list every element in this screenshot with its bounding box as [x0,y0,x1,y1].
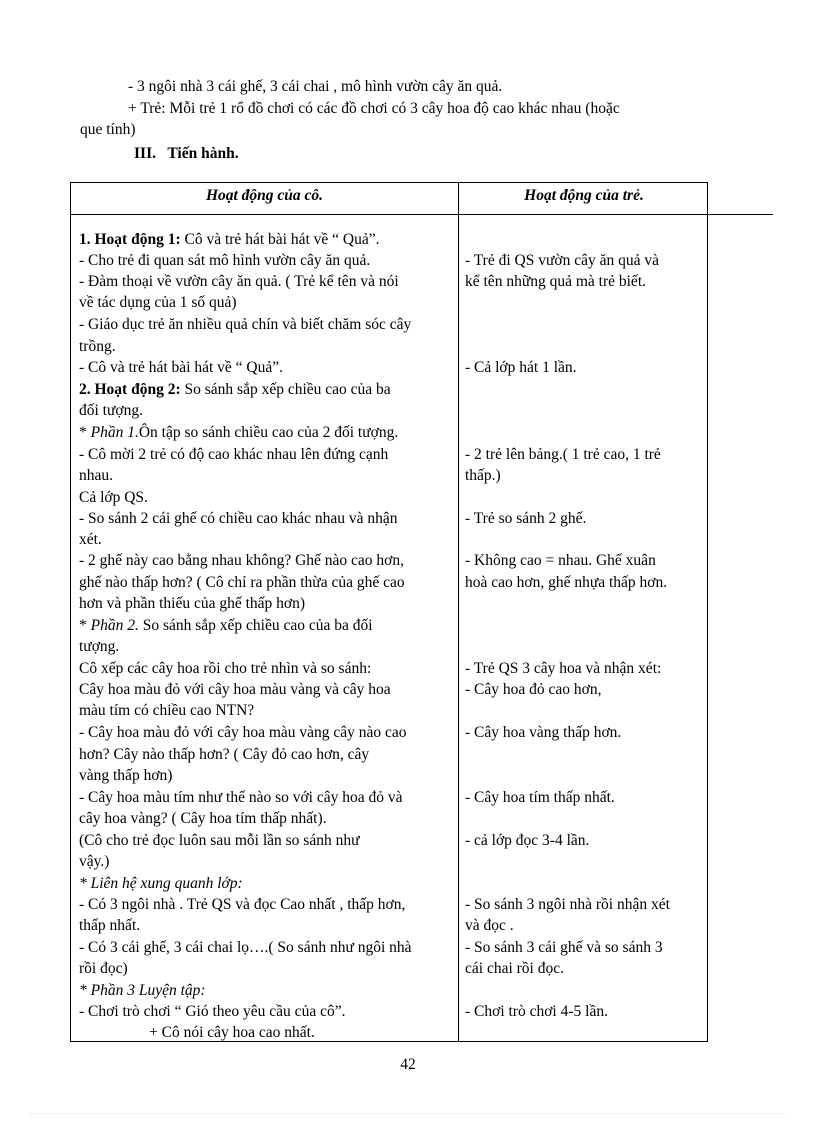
teacher-line: hơn và phần thiếu của ghế thấp hơn) [79,595,306,612]
teacher-line: đối tượng. [79,402,143,419]
intro-line-3: que tính) [80,121,136,138]
teacher-line: ghế nào thấp hơn? ( Cô chỉ ra phần thừa của ghế cao [79,574,405,591]
child-line: - Cây hoa tím thấp nhất. [465,789,615,806]
activity-table [70,182,708,1042]
child-line: - Trẻ so sánh 2 ghế. [465,510,587,527]
child-line: - Chơi trò chơi 4-5 lần. [465,1003,608,1020]
column-divider [458,183,459,1041]
teacher-line: Cô xếp các cây hoa rồi cho trẻ nhìn và so sánh: [79,660,372,677]
child-line: - So sánh 3 cái ghế và so sánh 3 [465,939,663,956]
child-line: - Không cao = nhau. Ghế xuân [465,552,656,569]
part-1-line [79,422,398,443]
teacher-line: - Cây hoa màu tím như thế nào so với cây hoa đỏ và [79,789,403,806]
teacher-line: tượng. [79,638,120,655]
teacher-line: vàng thấp hơn) [79,767,173,784]
intro-line-1: - 3 ngôi nhà 3 cái ghế, 3 cái chai , mô hình vườn cây ăn quả. [128,78,503,95]
child-line: - So sánh 3 ngôi nhà rồi nhận xét [465,896,670,913]
teacher-line: - 2 ghế này cao bằng nhau không? Ghế nào cao hơn, [79,552,404,569]
activity-1-text: Cô và trẻ hát bài hát về “ Quả”. [180,231,380,248]
part-2-label: Phần 2. [90,617,139,634]
bullet: * [79,424,91,441]
child-line: hoà cao hơn, ghế nhựa thấp hơn. [465,574,668,591]
activity-2-text: So sánh sắp xếp chiều cao của ba [180,381,391,398]
teacher-line: thấp nhất. [79,917,141,934]
intro-line-2: + Trẻ: Mỗi trẻ 1 rổ đồ chơi có các đồ chơi có 3 cây hoa độ cao khác nhau (hoặc [128,100,620,117]
page-bottom-rule [30,1113,786,1114]
child-line: - Trẻ QS 3 cây hoa và nhận xét: [465,660,662,677]
teacher-line: Cây hoa màu đỏ với cây hoa màu vàng và cây hoa [79,681,391,698]
teacher-line: Cả lớp QS. [79,489,148,506]
header-divider [71,214,705,215]
teacher-line: - So sánh 2 cái ghế có chiều cao khác nhau và nhận [79,510,398,527]
teacher-line: * Liên hệ xung quanh lớp: [79,875,243,892]
teacher-line: rồi đọc) [79,960,128,977]
teacher-line: hơn? Cây nào thấp hơn? ( Cây đỏ cao hơn, cây [79,746,370,763]
child-line: kể tên những quả mà trẻ biết. [465,273,646,290]
teacher-line: - Cây hoa màu đỏ với cây hoa màu vàng cây nào cao [79,724,407,741]
activity-2-line [79,379,391,400]
teacher-line: màu tím có chiều cao NTN? [79,702,255,719]
activity-2-title: 2. Hoạt động 2: [79,381,181,398]
teacher-line: + Cô nói cây hoa cao nhất. [149,1024,315,1041]
child-line: và đọc . [465,917,514,934]
part-2-line [79,615,373,636]
section-heading [134,143,239,164]
section-title: Tiến hành. [167,145,239,162]
child-line: thấp.) [465,467,501,484]
bullet: * [79,617,91,634]
child-line: cái chai rồi đọc. [465,960,564,977]
teacher-line: - Có 3 cái ghế, 3 cái chai lọ….( So sánh như ngôi nhà [79,939,412,956]
child-line: - Cây hoa vàng thấp hơn. [465,724,622,741]
child-line: - Cây hoa đỏ cao hơn, [465,681,602,698]
teacher-line: về tác dụng của 1 số quả) [79,294,237,311]
teacher-line: (Cô cho trẻ đọc luôn sau mỗi lần so sánh như [79,832,360,849]
part-2-text: So sánh sắp xếp chiều cao của ba đối [138,617,373,634]
teacher-line: - Giáo dục trẻ ăn nhiều quả chín và biết chăm sóc cây [79,316,412,333]
teacher-line: xét. [79,531,102,548]
child-line: - Cả lớp hát 1 lần. [465,359,577,376]
section-number: III. [134,145,156,162]
teacher-line: cây hoa vàng? ( Cây hoa tím thấp nhất). [79,810,327,827]
teacher-line: - Chơi trò chơi “ Gió theo yêu cầu của cô”. [79,1003,346,1020]
teacher-line: * Phần 3 Luyện tập: [79,982,206,999]
teacher-line: - Cô và trẻ hát bài hát về “ Quả”. [79,359,283,376]
header-divider-extension [705,214,773,215]
page-number: 42 [400,1056,416,1073]
header-child-activity: Hoạt động của trẻ. [524,187,644,204]
teacher-line: - Có 3 ngôi nhà . Trẻ QS và đọc Cao nhất , thấp hơn, [79,896,406,913]
part-1-text: Ôn tập so sánh chiều cao của 2 đối tượng. [138,424,399,441]
part-1-label: Phần 1. [90,424,139,441]
activity-1-line [79,229,379,250]
teacher-line: nhau. [79,467,114,484]
child-line: - Trẻ đi QS vườn cây ăn quả và [465,252,659,269]
teacher-line: trồng. [79,338,116,355]
teacher-line: - Cô mời 2 trẻ có độ cao khác nhau lên đứng cạnh [79,446,389,463]
child-line: - cả lớp đọc 3-4 lần. [465,832,590,849]
header-teacher-activity: Hoạt động của cô. [205,187,324,204]
activity-1-title: 1. Hoạt động 1: [79,231,181,248]
teacher-line: - Đàm thoại về vườn cây ăn quả. ( Trẻ kể tên và nói [79,273,399,290]
teacher-line: - Cho trẻ đi quan sát mô hình vườn cây ăn quả. [79,252,371,269]
teacher-line: vậy.) [79,853,110,870]
child-line: - 2 trẻ lên bảng.( 1 trẻ cao, 1 trẻ [465,446,661,463]
